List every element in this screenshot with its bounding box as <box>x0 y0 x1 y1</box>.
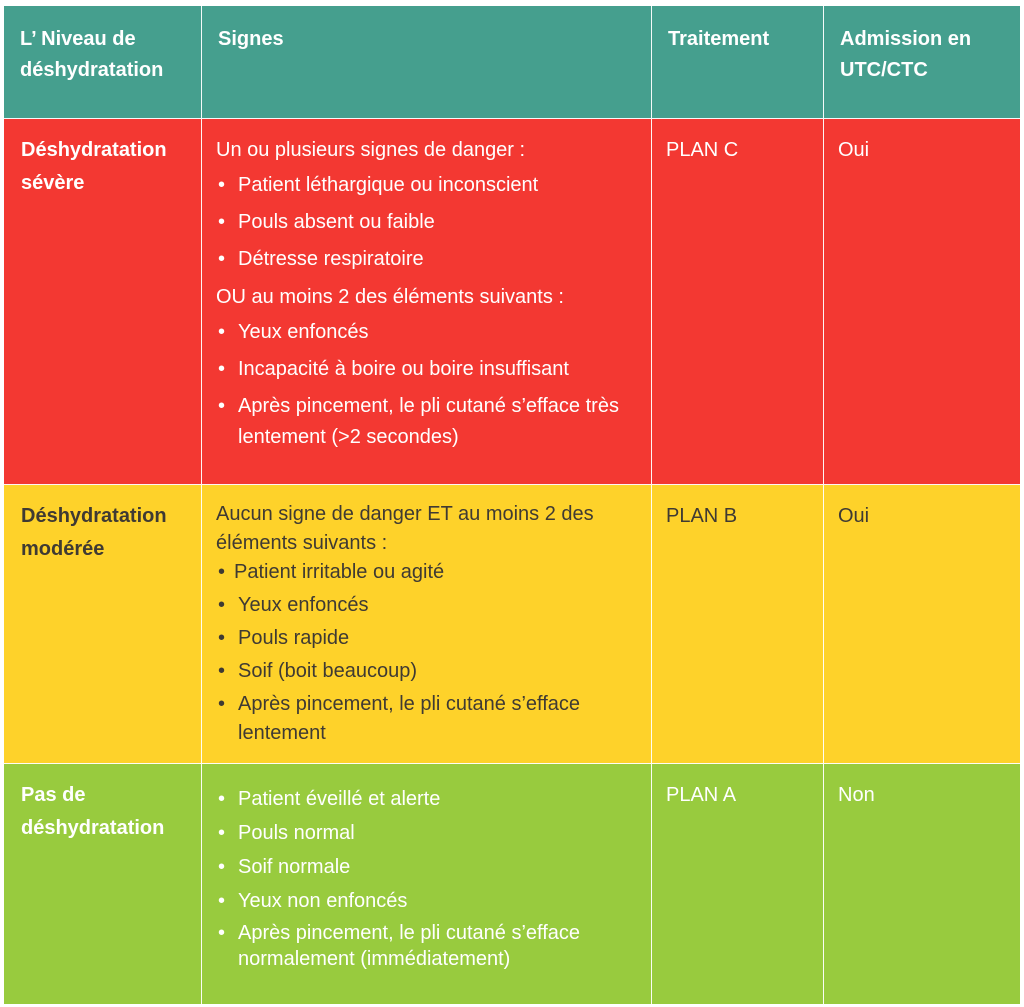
list-item: • Yeux enfoncés <box>216 317 641 348</box>
bullet-icon: • <box>218 561 226 583</box>
bullet-icon: • <box>218 321 226 343</box>
bullet-icon: • <box>218 627 226 649</box>
admission-value: Oui <box>838 139 870 161</box>
treatment-value: PLAN B <box>666 505 738 527</box>
level-cell-severe <box>4 119 202 485</box>
list-item: • Après pincement, le pli cutané s’efface normalement (immédiatement) <box>218 922 581 970</box>
bullet-icon: • <box>218 856 226 878</box>
dehydration-table <box>4 6 1020 1004</box>
list-item: • Patient léthargique ou inconscient <box>216 170 641 201</box>
header-treatment <box>652 6 824 119</box>
signs-list-secondary <box>216 317 641 453</box>
level-label: Déshydratation sévère <box>21 139 167 194</box>
signs-cell-none <box>202 764 652 1004</box>
admission-cell-none <box>824 764 1020 1004</box>
signs-intro: Un ou plusieurs signes de danger : <box>216 139 526 161</box>
bullet-icon: • <box>218 922 226 944</box>
bullet-icon: • <box>218 693 226 715</box>
list-item: • Pouls absent ou faible <box>216 207 641 238</box>
bullet-icon: • <box>218 358 226 380</box>
bullet-icon: • <box>218 174 226 196</box>
admission-cell-severe <box>824 119 1020 485</box>
list-item: • Soif normale <box>216 852 641 883</box>
bullet-icon: • <box>218 594 226 616</box>
list-item: • Patient éveillé et alerte <box>216 784 641 815</box>
level-cell-none <box>4 764 202 1004</box>
list-item: • Pouls rapide <box>216 624 641 653</box>
level-label: Pas de déshydratation <box>21 784 165 839</box>
header-treatment-label: Traitement <box>668 28 770 50</box>
bullet-icon: • <box>218 211 226 233</box>
header-level-label: L’ Niveau de déshydratation <box>20 28 164 81</box>
treatment-cell-none <box>652 764 824 1004</box>
signs-cell-moderate <box>202 485 652 764</box>
signs-intro-secondary: OU au moins 2 des éléments suivants : <box>216 286 564 308</box>
level-label: Déshydratation modérée <box>21 505 167 560</box>
header-level <box>4 6 202 119</box>
treatment-value: PLAN A <box>666 784 737 806</box>
list-item: • Après pincement, le pli cutané s’efface lentement <box>216 690 641 748</box>
treatment-cell-moderate <box>652 485 824 764</box>
signs-list <box>216 558 641 748</box>
admission-value: Non <box>838 784 875 806</box>
admission-value: Oui <box>838 505 870 527</box>
list-item: • Patient irritable ou agité <box>216 558 641 587</box>
list-item: • Yeux enfoncés <box>216 591 641 620</box>
header-admission-label: Admission en UTC/CTC <box>840 28 972 81</box>
level-cell-moderate <box>4 485 202 764</box>
bullet-icon: • <box>218 822 226 844</box>
bullet-icon: • <box>218 395 226 417</box>
list-item: • Pouls normal <box>216 818 641 849</box>
bullet-icon: • <box>218 788 226 810</box>
bullet-icon: • <box>218 248 226 270</box>
list-item: • Détresse respiratoire <box>216 244 641 275</box>
header-admission <box>824 6 1020 119</box>
header-signs <box>202 6 652 119</box>
signs-list <box>216 784 641 972</box>
list-item: • Yeux non enfoncés <box>216 886 641 917</box>
signs-list <box>216 170 641 275</box>
signs-intro: Aucun signe de danger ET au moins 2 des éléments suivants : <box>216 503 594 554</box>
list-item: • Après pincement, le pli cutané s’efface très lentement (>2 secondes) <box>216 391 641 453</box>
treatment-cell-severe <box>652 119 824 485</box>
treatment-value: PLAN C <box>666 139 739 161</box>
signs-cell-severe <box>202 119 652 485</box>
bullet-icon: • <box>218 660 226 682</box>
header-signs-label: Signes <box>218 28 284 50</box>
list-item: • Incapacité à boire ou boire insuffisant <box>216 354 641 385</box>
bullet-icon: • <box>218 890 226 912</box>
list-item: • Soif (boit beaucoup) <box>216 657 641 686</box>
admission-cell-moderate <box>824 485 1020 764</box>
